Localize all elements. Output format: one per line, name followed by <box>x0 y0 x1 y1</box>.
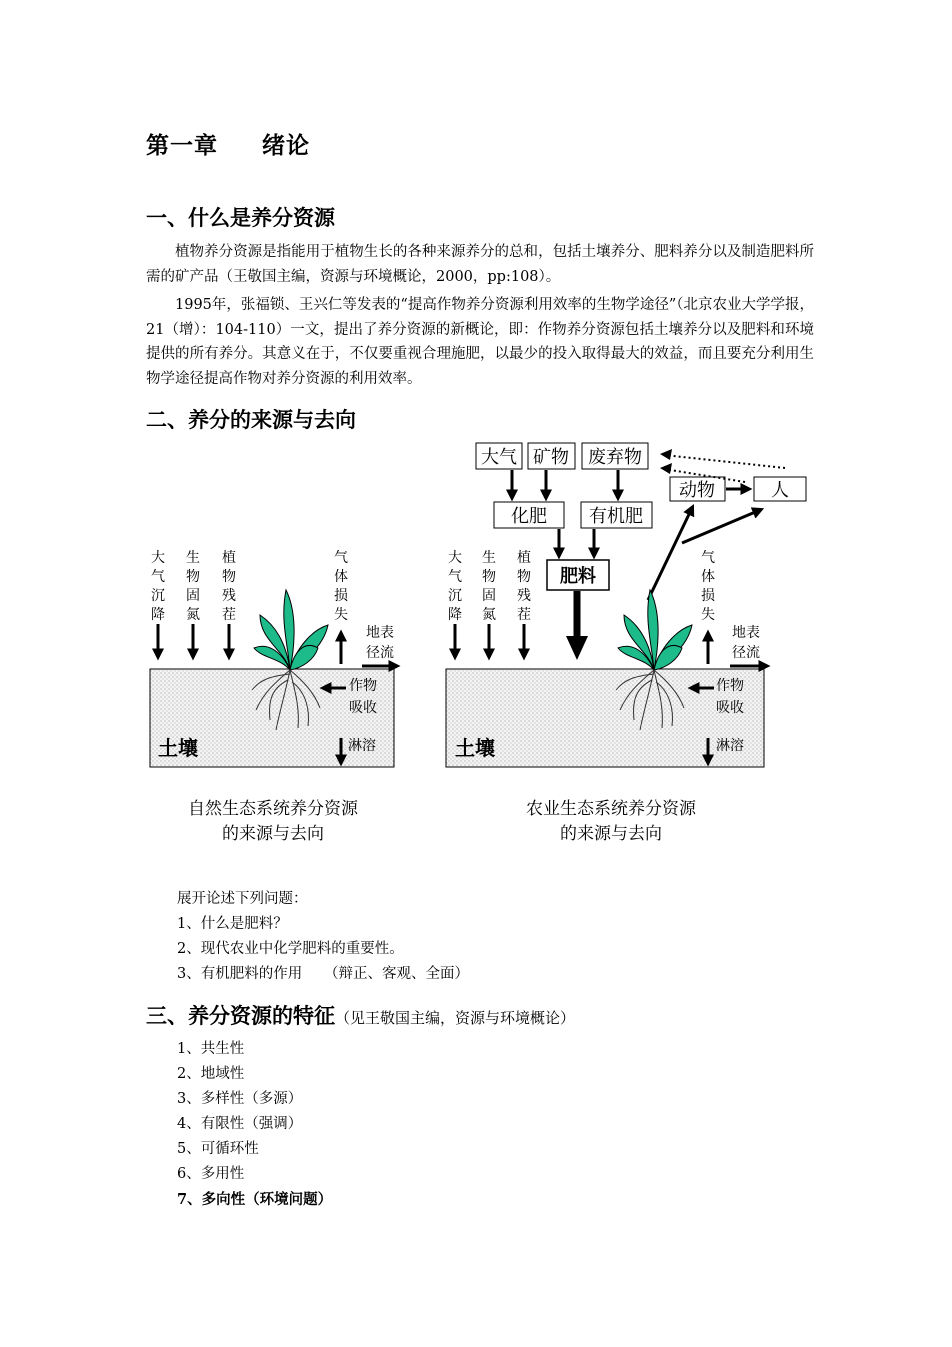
caption-agri-line2: 的来源与去向 <box>560 824 662 844</box>
feature-item: 3、多样性（多源） <box>177 1091 303 1107</box>
box-animals: 动物 <box>679 480 715 501</box>
caption-agri <box>481 797 741 847</box>
feature-item: 2、地域性 <box>177 1066 245 1082</box>
discussion-q3: 3、有机肥料的作用 （辩正、客观、全面） <box>177 966 469 982</box>
agri-leaching: 淋溶 <box>716 738 744 754</box>
features-list <box>177 1037 332 1212</box>
discussion-q2: 2、现代农业中化学肥料的重要性。 <box>177 941 404 957</box>
box-fertilizer: 肥料 <box>560 566 596 587</box>
uptake-label-2: 吸收 <box>349 700 377 716</box>
soil-label: 土壤 <box>158 736 198 760</box>
feature-item: 4、有限性（强调） <box>177 1116 303 1132</box>
chapter-name: 绪论 <box>262 132 310 159</box>
input-label-residue: 植物残茬 <box>222 550 236 623</box>
caption-natural <box>143 797 403 847</box>
section1-paragraph-1: 植物养分资源是指能用于植物生长的各种来源养分的总和，包括土壤养分、肥料养分以及制造肥料所需的矿产品（王敬国主编，资源与环境概论，2000，pp:108）。 <box>146 244 814 285</box>
natural-ecosystem-diagram <box>150 549 396 767</box>
input-label-deposition: 大气沉降 <box>151 550 165 623</box>
box-humans: 人 <box>771 480 789 501</box>
caption-agri-line1: 农业生态系统养分资源 <box>526 799 696 819</box>
section3-note: （见王敬国主编，资源与环境概论） <box>335 1009 576 1027</box>
feature-item: 6、多用性 <box>177 1166 245 1182</box>
caption-natural-line1: 自然生态系统养分资源 <box>188 799 358 819</box>
agri-runoff-2: 径流 <box>732 645 760 661</box>
agri-soil-label: 土壤 <box>455 736 495 760</box>
section2-heading: 二、养分的来源与去向 <box>146 407 356 432</box>
chapter-number: 第一章 <box>146 132 218 159</box>
agri-gas-loss: 气体损失 <box>701 550 715 623</box>
agri-input-fixation: 生物固氮 <box>482 550 496 623</box>
agri-uptake-2: 吸收 <box>716 700 744 716</box>
feature-item: 5、可循环性 <box>177 1141 259 1157</box>
input-label-fixation: 生物固氮 <box>186 550 200 623</box>
box-waste: 废弃物 <box>588 447 642 468</box>
section1-heading: 一、什么是养分资源 <box>146 205 335 230</box>
agri-input-deposition: 大气沉降 <box>448 550 462 623</box>
runoff-label-2: 径流 <box>366 645 394 661</box>
discussion-list <box>177 887 469 987</box>
section1-paragraph-2: 1995年，张福锁、王兴仁等发表的“提高作物养分资源利用效率的生物学途径”（北京农业大学学报，21（增）：104-110）一文，提出了养分资源的新概论，即：作物养分资源包括土壤养分以及肥料和环境提供的所有养分。其意义在于，不仅要重视合理施肥，以最少的投入取得最大的效益，而且要充分利用生物学途径提高作物对养分资源的利用效率。 <box>146 297 814 387</box>
box-minerals: 矿物 <box>533 447 569 468</box>
agri-input-residue: 植物残茬 <box>517 550 531 623</box>
section3-heading <box>146 1000 575 1030</box>
section3-heading-text: 三、养分资源的特征 <box>146 1003 335 1028</box>
feature-item: 1、共生性 <box>177 1041 245 1057</box>
discussion-intro: 展开论述下列问题： <box>177 891 308 907</box>
agricultural-ecosystem-diagram <box>446 443 806 767</box>
gas-loss-label: 气体损失 <box>334 550 348 623</box>
nutrient-flow-diagram <box>0 430 952 790</box>
uptake-label-1: 作物 <box>349 678 377 694</box>
box-atmosphere: 大气 <box>481 447 517 468</box>
box-org-fert: 有机肥 <box>589 506 643 527</box>
runoff-label-1: 地表 <box>366 625 394 641</box>
caption-natural-line2: 的来源与去向 <box>222 824 324 844</box>
leaching-label: 淋溶 <box>348 738 376 754</box>
chapter-title <box>146 127 310 160</box>
discussion-q1: 1、什么是肥料？ <box>177 916 288 932</box>
agri-runoff-1: 地表 <box>732 625 760 641</box>
agri-uptake-1: 作物 <box>716 678 744 694</box>
feature-item: 7、多向性（环境问题） <box>177 1191 333 1208</box>
box-chem-fert: 化肥 <box>511 506 547 527</box>
